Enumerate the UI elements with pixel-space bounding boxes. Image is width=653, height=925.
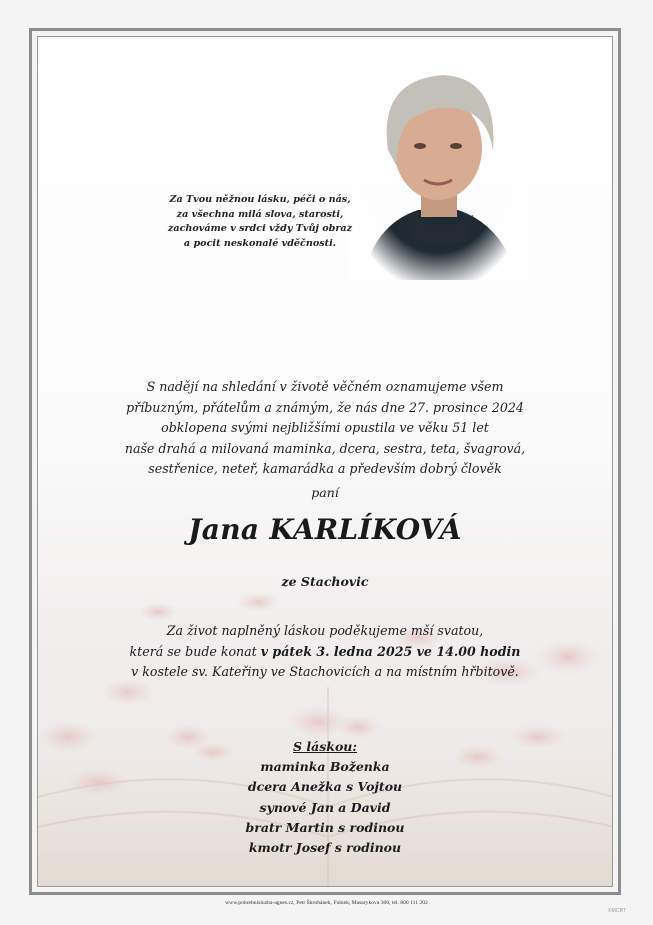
memorial-quote: [165, 193, 355, 251]
footer-contact: www.pohrebnisluzba-agnes.cz, Petr Škrobánek, Fulnek, Masarykova 300, tel. 800 111 202: [225, 900, 428, 906]
announcement-line: sestřenice, neteř, kamarádka a především dobrý člověk: [148, 461, 502, 477]
funeral-service-info: [37, 621, 613, 683]
portrait-photo: [348, 40, 528, 280]
service-date-time: v pátek 3. ledna 2025 ve 14.00 hodin: [260, 643, 521, 659]
quote-line: zachováme v srdci vždy Tvůj obraz: [167, 223, 353, 234]
title-prefix: paní: [311, 485, 339, 500]
print-code: ©MCBT: [608, 908, 626, 914]
mourner: dcera Anežka s Vojtou: [247, 779, 403, 795]
announcement-line: příbuzným, přátelům a známým, že nás dne 27. prosince 2024: [126, 399, 524, 415]
deceased-name: Jana KARLÍKOVÁ: [188, 513, 462, 546]
quote-line: za všechna milá slova, starosti,: [176, 208, 344, 220]
announcement-line: S nadějí na shledání v životě věčném oznamujeme všem: [146, 379, 504, 394]
mourners-list: [37, 737, 613, 858]
mourner: bratr Martin s rodinou: [245, 819, 405, 835]
origin: ze Stachovic: [281, 574, 369, 589]
mourner: synové Jan a David: [259, 799, 391, 815]
service-line: v kostele sv. Kateřiny ve Stachovicích a na místním hřbitově.: [131, 664, 519, 680]
quote-line: a pocit neskonalé vděčnosti.: [183, 237, 337, 249]
announcement-line: obklopena svými nejbližšími opustila ve věku 51 let: [161, 420, 489, 436]
mourners-heading: S láskou:: [293, 739, 357, 754]
mourner: kmotr Josef s rodinou: [248, 840, 402, 856]
service-line: Za život naplněný láskou poděkujeme mší svatou,: [166, 623, 484, 638]
death-announcement: [37, 377, 613, 480]
service-text: která se bude konat: [129, 643, 261, 659]
service-line: [37, 642, 613, 663]
mourner: maminka Boženka: [260, 759, 390, 775]
quote-line: Za Tvou něžnou lásku, péči o nás,: [169, 194, 351, 205]
announcement-line: naše drahá a milovaná maminka, dcera, sestra, teta, švagrová,: [124, 440, 526, 456]
